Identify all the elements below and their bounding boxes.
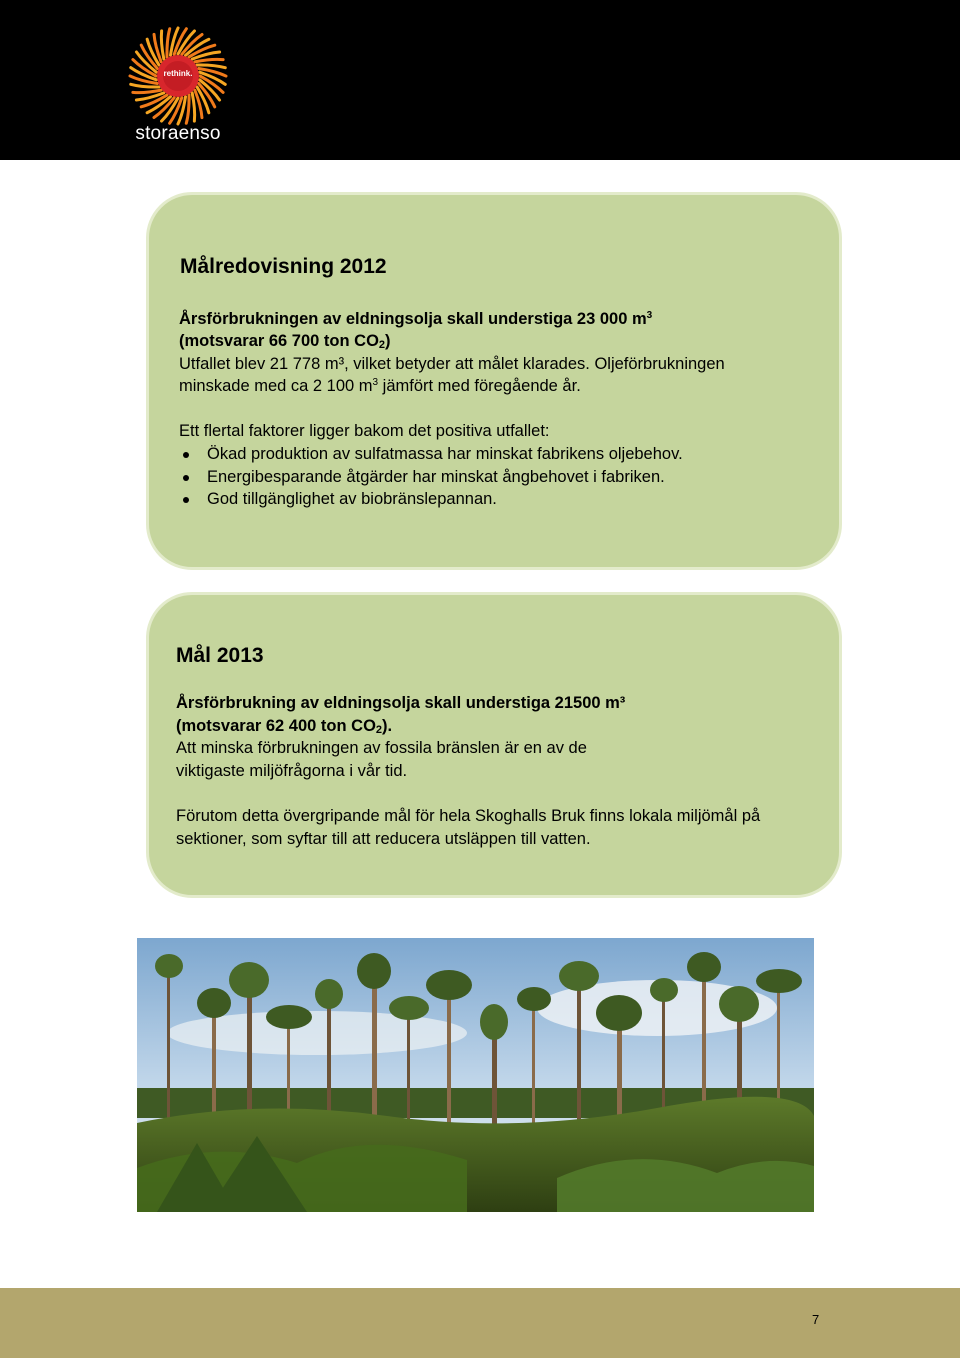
factor-item: Ökad produktion av sulfatmassa har minskat fabrikens oljebehov.	[179, 443, 683, 466]
section-2013-title: Mål 2013	[176, 644, 264, 667]
section-2012-title: Målredovisning 2012	[180, 255, 387, 278]
extra-2013-line-1: Förutom detta övergripande mål för hela Skoghalls Bruk finns lokala miljömål på	[176, 807, 761, 825]
factor-item: Energibesparande åtgärder har minskat ångbehovet i fabriken.	[179, 466, 683, 489]
goal-2012-line-2: (motsvarar 66 700 ton $CO_2$)	[179, 332, 391, 351]
forest-photo	[137, 938, 814, 1212]
result-2012-line-1: Utfallet blev 21 778 m³, vilket betyder att målet klarades. Oljeförbrukningen	[179, 355, 725, 373]
body-2013-line-2: viktigaste miljöfrågorna i vår tid.	[176, 762, 408, 780]
forest-illustration	[137, 938, 814, 1212]
goal-2013-line-2: (motsvarar 62 400 ton $CO_2$).	[176, 717, 393, 736]
page-header	[0, 0, 960, 160]
factors-intro: Ett flertal faktorer ligger bakom det positiva utfallet:	[179, 422, 550, 440]
result-2012-line-2: minskade med ca 2 100 $m^3$ jämfört med föregående år.	[179, 377, 581, 395]
factor-item: God tillgänglighet av biobränslepannan.	[179, 488, 683, 511]
logo-wordmark: storaenso	[135, 123, 221, 144]
logo-tagline: rethink.	[163, 69, 193, 78]
page-number: 7	[812, 1312, 820, 1327]
body-2013-line-1: Att minska förbrukningen av fossila bränslen är en av de	[176, 739, 587, 757]
goal-2013-line-1: Årsförbrukning av eldningsolja skall understiga 21500 m³	[176, 694, 626, 712]
page-footer	[0, 1288, 960, 1358]
goal-2012-line-1: Årsförbrukningen av eldningsolja skall understiga 23 000 $m^3$	[179, 310, 653, 328]
stora-enso-logo	[128, 26, 228, 148]
factors-list	[179, 443, 683, 511]
extra-2013-line-2: sektioner, som syftar till att reducera utsläppen till vatten.	[176, 830, 591, 848]
